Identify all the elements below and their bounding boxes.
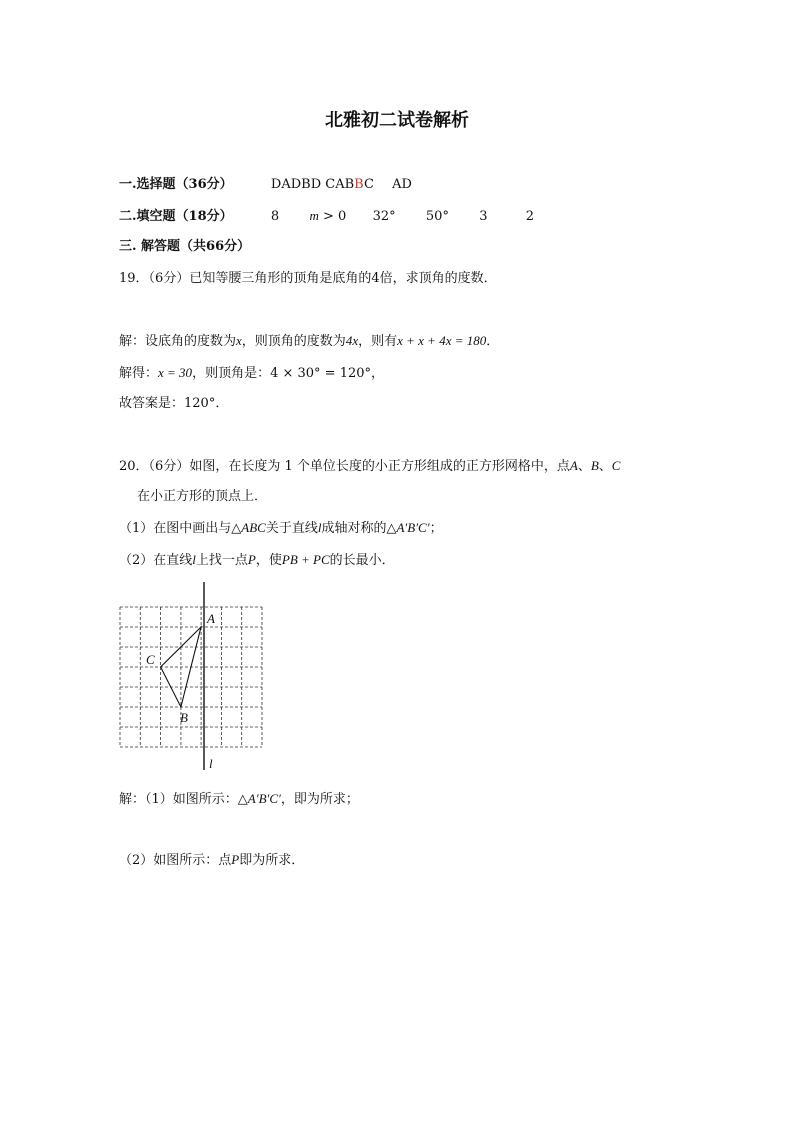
q19-solution-line1 bbox=[119, 332, 499, 351]
grid-figure bbox=[110, 578, 280, 778]
section2-label: 二.填空题（18分） bbox=[119, 209, 233, 224]
q20-p2-text-b: 上找一点 bbox=[195, 553, 248, 568]
q19-sol2-text-a: 解得： bbox=[119, 366, 159, 381]
q19-question: 19．（6分）已知等腰三角形的顶角是底角的4倍，求顶角的度数． bbox=[119, 271, 497, 286]
section2-answer-5: 3 bbox=[479, 209, 488, 224]
q20-ans2-point-p: P bbox=[231, 852, 240, 867]
section2-line bbox=[119, 207, 534, 226]
label-a: A bbox=[207, 611, 215, 626]
q20-point-c: C bbox=[611, 458, 621, 473]
q20-question-line2: 在小正方形的顶点上． bbox=[137, 489, 268, 504]
q20-p1-end: ； bbox=[429, 521, 443, 536]
q19-sol2-text-b: ，则顶角是： bbox=[192, 366, 271, 381]
section2-answer-4: 50° bbox=[425, 209, 449, 224]
label-c: C bbox=[146, 652, 155, 667]
q20-sep1: 、 bbox=[577, 459, 591, 474]
dashed-grid bbox=[120, 607, 262, 747]
q19-solution-line2 bbox=[119, 364, 384, 383]
section2-answer-1: 8 bbox=[270, 209, 280, 224]
q19-sol2-end: ， bbox=[371, 366, 385, 381]
section1-label: 一.选择题（36分） bbox=[119, 177, 233, 192]
q20-ans2-text-b: 即为所求． bbox=[239, 853, 305, 868]
q19-answer: 故答案是：120°． bbox=[119, 396, 229, 411]
q19-sol1-expr-4x: 4x bbox=[345, 333, 359, 348]
q20-ans2-text-a: （2）如图所示：点 bbox=[119, 853, 232, 868]
q20-p2-text-c: ，使 bbox=[255, 553, 282, 568]
q20-ans1-text-a: 解：（1）如图所示：△ bbox=[119, 792, 248, 807]
section3-label: 三. 解答题（共66分） bbox=[119, 239, 251, 254]
section2-answer-6: 2 bbox=[525, 209, 535, 224]
section1-line bbox=[119, 176, 412, 194]
q19-sol1-var-x: x bbox=[236, 333, 242, 348]
q20-part2 bbox=[119, 551, 395, 570]
q20-point-a: A bbox=[569, 458, 578, 473]
q19-sol2-equation: x = 30 bbox=[158, 365, 193, 380]
q20-ans1-triangle: A′B′C′ bbox=[247, 791, 281, 806]
q20-p2-text-d: 的长最小． bbox=[329, 553, 395, 568]
q20-point-b: B bbox=[590, 458, 599, 473]
section2-answer-3: 32° bbox=[372, 209, 396, 224]
section1-answers-red: B bbox=[354, 177, 364, 192]
label-b: B bbox=[180, 710, 188, 725]
q19-sol1-end: ． bbox=[486, 334, 500, 349]
q20-p2-point-p: P bbox=[247, 552, 256, 567]
q19-sol1-text-b: ，则顶角的度数为 bbox=[241, 334, 346, 349]
section1-answers-c: AD bbox=[392, 177, 412, 192]
q19-sol1-equation: x + x + 4x = 180 bbox=[397, 333, 487, 348]
q20-ans1-text-b: ，即为所求； bbox=[280, 792, 359, 807]
section1-answers-b: C bbox=[363, 177, 374, 192]
q20-p1-triangle-abc: ABC bbox=[241, 520, 266, 535]
q20-answer2 bbox=[119, 851, 304, 870]
q20-p1-text-a: （1）在图中画出与△ bbox=[119, 521, 242, 536]
q19-sol1-text-c: ，则有 bbox=[358, 334, 398, 349]
q20-answer1 bbox=[119, 790, 359, 809]
q19-sol2-calc: 4 × 30° = 120° bbox=[270, 366, 372, 381]
q20-p2-text-a: （2）在直线 bbox=[119, 553, 193, 568]
q20-p2-expression: PB + PC bbox=[281, 552, 330, 567]
q20-p1-line-l: l bbox=[317, 520, 322, 535]
q20-p1-text-b: 关于直线 bbox=[265, 521, 318, 536]
section2-answer-2-var: m bbox=[309, 208, 319, 223]
q20-sep2: 、 bbox=[598, 459, 612, 474]
section1-answers-a: DADBD CAB bbox=[270, 177, 355, 192]
q20-p1-text-c: 成轴对称的△ bbox=[321, 521, 397, 536]
q20-q-text: 20．（6分）如图，在长度为 1 个单位长度的小正方形组成的正方形网格中，点 bbox=[119, 459, 570, 474]
label-l: l bbox=[209, 756, 213, 771]
section2-answer-2-rest: > 0 bbox=[318, 209, 347, 224]
page-title: 北雅初二试卷解析 bbox=[325, 110, 469, 131]
q19-sol1-text-a: 解：设底角的度数为 bbox=[119, 334, 237, 349]
q20-question-line1 bbox=[119, 457, 620, 476]
q20-p1-triangle-abc-prime: A′B′C′ bbox=[396, 520, 430, 535]
q20-part1 bbox=[119, 519, 443, 538]
q20-p2-line-l: l bbox=[192, 552, 196, 567]
